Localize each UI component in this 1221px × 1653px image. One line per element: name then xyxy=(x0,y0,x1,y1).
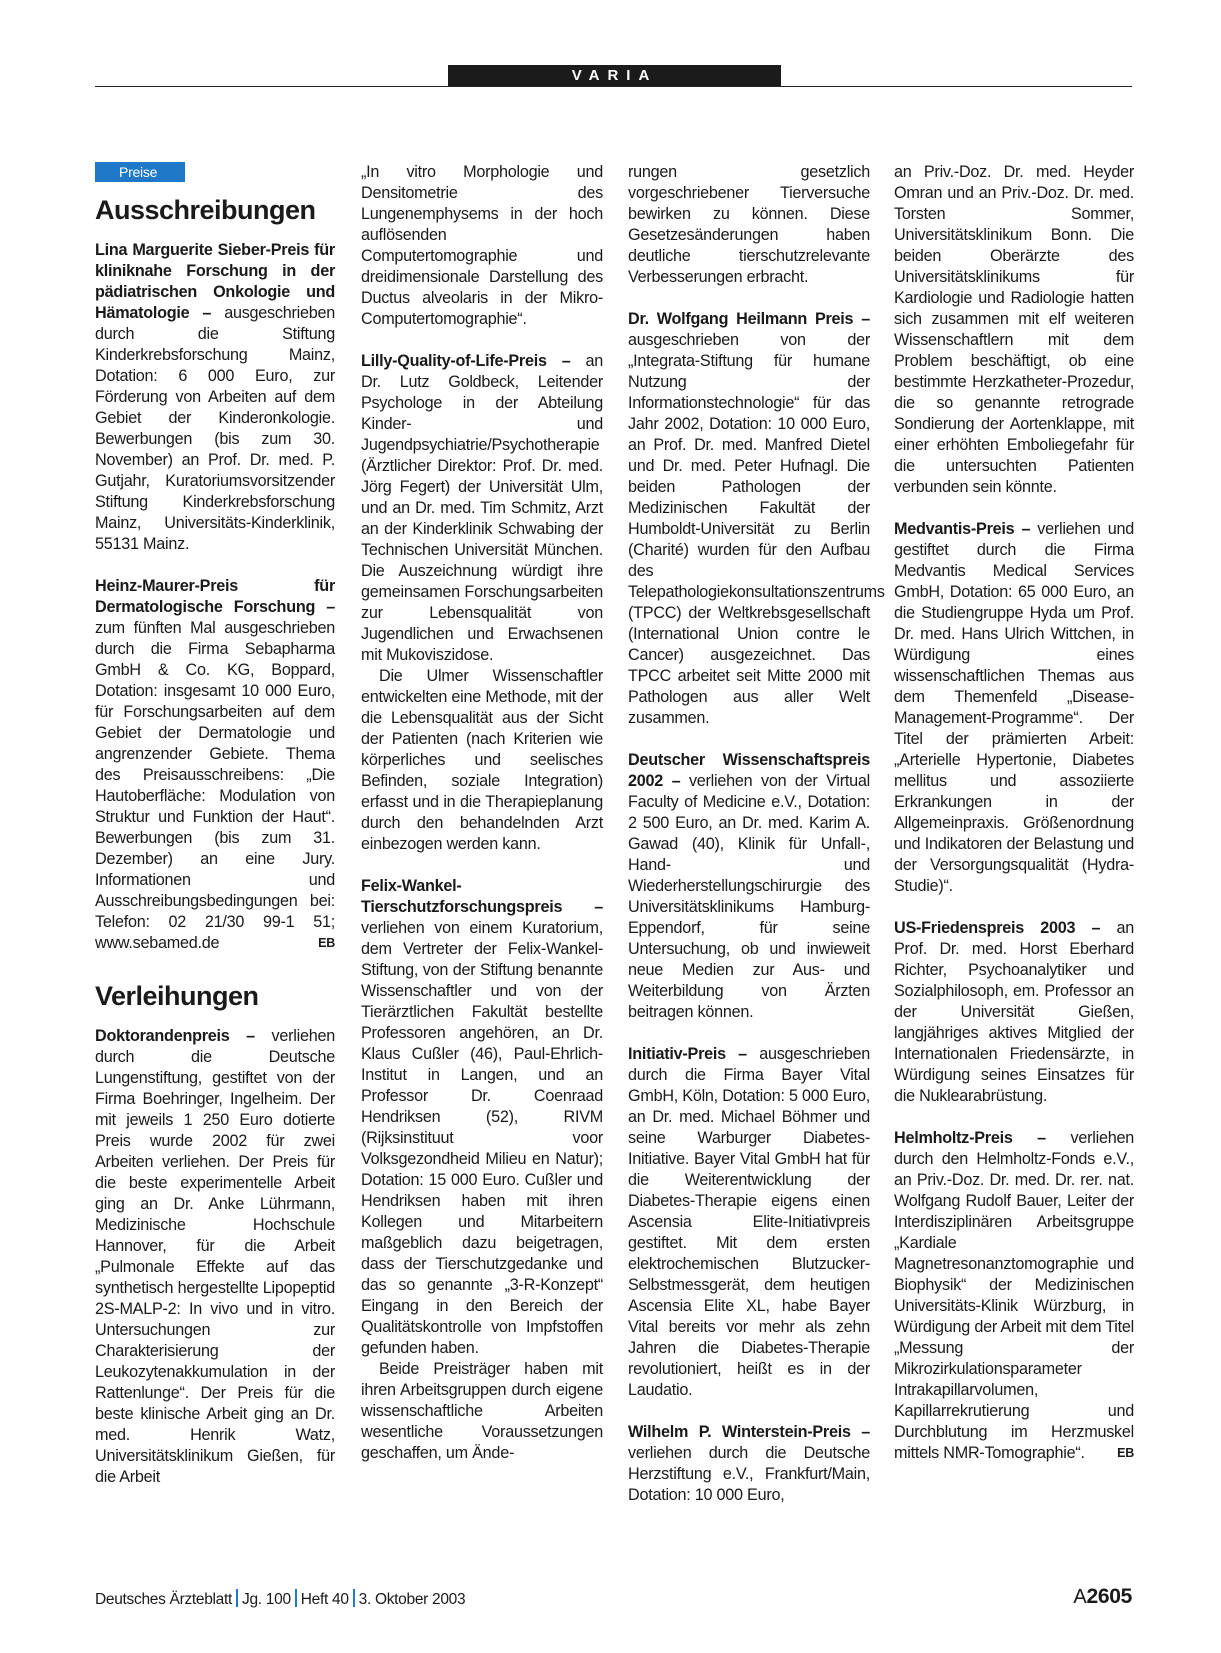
footer-separator xyxy=(295,1589,297,1607)
page-prefix: A xyxy=(1073,1586,1087,1608)
entry-title: Doktorandenpreis – xyxy=(95,1027,255,1045)
entry-sieber-preis xyxy=(95,240,335,555)
footer-separator xyxy=(236,1589,238,1607)
author-signature: EB xyxy=(1117,1446,1134,1460)
column-4 xyxy=(894,162,1134,1464)
entry-title: Lilly-Quality-of-Life-Preis – xyxy=(361,352,571,370)
entry-title: Deutscher Wissenschaftspreis 2002 – xyxy=(628,751,870,790)
entry-wissenschaftspreis xyxy=(628,750,870,1023)
entry-text: ausgeschrieben von der „Integrata-Stiftung für humane Nutzung der Informationstechnologie“ für das Jahr 2002, Dotation: 10 000 Euro, an Prof. Dr. med. Manfred Dietel und Dr. med. Peter Hufnagl. Die beiden Pathologen der Medizinischen Fakultät der Humboldt-Universität zu Berlin (Charité) wurden für den Aufbau des Telepathologiekonsultationszentrums (TPCC) der Weltkrebsgesellschaft (International Union contre le Cancer) ausgezeichnet. Das TPCC arbeitet seit Mitte 2000 mit Pathologen aus aller Welt zusammen. xyxy=(628,331,885,727)
column-3 xyxy=(628,162,885,1506)
entry-lilly-paragraph-2: Die Ulmer Wissenschaftler entwickelten eine Methode, mit der die Lebensqualität aus der Sicht der Patienten (nach Kriterien wie körperliches und seelisches Befinden, soziale Integration) erfasst und in die Therapieplanung durch den behandelnden Arzt einbezogen werden kann. xyxy=(361,667,603,853)
entry-wankel-continued: rungen gesetzlich vorgeschriebener Tierversuche bewirken zu können. Diese Gesetzesänderungen haben deutliche tierschutzrelevante Verbesserungen erbracht. xyxy=(628,163,870,286)
entry-text: verliehen durch die Deutsche Herzstiftung e.V., Frankfurt/Main, Dotation: 10 000 Euro, xyxy=(628,1444,870,1504)
header-rule xyxy=(95,86,1132,87)
footer-separator xyxy=(353,1589,355,1607)
entry-winterstein-continued: an Priv.-Doz. Dr. med. Heyder Omran und an Priv.-Doz. Dr. med. Torsten Sommer, Universitätsklinikum Bonn. Die beiden Oberärzte des Universitätsklinikums für Kardiologie und Radiologie hatten sich zusammen mit elf weiteren Wissenschaftlern mit dem Problem beschäftigt, ob eine bestimmte Herzkatheter-Prozedur, die so genannte retrograde Sondierung der Aortenklappe, mit einer erhöhten Emboliegefahr für die untersuchten Patienten verbunden sein könnte. xyxy=(894,163,1134,496)
entry-lilly-preis xyxy=(361,351,603,666)
entry-title: Lina Marguerite Sieber-Preis für kliniknahe Forschung in der pädiatrischen Onkologie und Hämatologie – xyxy=(95,241,335,322)
entry-helmholtz-preis xyxy=(894,1128,1134,1464)
journal-volume: Jg. 100 xyxy=(242,1591,291,1608)
column-1 xyxy=(95,162,335,1488)
entry-initiativ-preis xyxy=(628,1044,870,1401)
entry-heilmann-preis xyxy=(628,309,885,729)
entry-text: verliehen von einem Kuratorium, dem Vertreter der Felix-Wankel-Stiftung, von der Stiftung benannte Wissenschaftler und von der Tierärztlichen Fakultät bestellte Professoren angehören, an Dr. Klaus Cußler (46), Paul-Ehrlich-Institut in Langen, und an Professor Dr. Coenraad Hendriksen (52), RIVM (Rijksinstituut voor Volksgezondheid Milieu en Natur); Dotation: 15 000 Euro. Cußler und Hendriksen haben mit ihren Kollegen und Mitarbeitern maßgeblich dazu beigetragen, dass der Tierschutzgedanke und das so genannte „3-R-Konzept“ Eingang in den Bereich der Qualitätskontrolle von Impfstoffen gefunden haben. xyxy=(361,919,603,1357)
heading-verleihungen: Verleihungen xyxy=(95,981,259,1011)
entry-text: verliehen und gestiftet durch die Firma Medvantis Medical Services GmbH, Dotation: 65 000 Euro, an die Studiengruppe Hyda um Prof. Dr. med. Hans Ulrich Wittchen, in Würdigung eines wissenschaftlichen Themas aus dem Themenfeld „Disease-Management-Programme“. Der Titel der prämierten Arbeit: „Arterielle Hypertonie, Diabetes mellitus und assoziierte Erkrankungen in der Allgemeinpraxis. Größenordnung und Indikatoren der Belastung und der Versorgungsqualität (Hydra-Studie)“. xyxy=(894,520,1134,895)
entry-title: Heinz-Maurer-Preis für Dermatologische Forschung – xyxy=(95,577,335,616)
issue-date: 3. Oktober 2003 xyxy=(358,1591,466,1608)
column-2 xyxy=(361,162,603,1464)
entry-text: ausgeschrieben durch die Firma Bayer Vital GmbH, Köln, Dotation: 5 000 Euro, an Dr. med. Michael Böhmer und seine Warburger Diabetes-Initiative. Bayer Vital GmbH hat für die Weiterentwicklung der Diabetes-Therapie eigens einen Ascensia Elite-Initiativpreis gestiftet. Mit dem ersten elektrochemischen Blutzucker-Selbstmessgerät, dem heutigen Ascensia Elite XL, habe Bayer Vital bereits vor mehr als zehn Jahren die Diabetes-Therapie revolutioniert, heißt es in der Laudatio. xyxy=(628,1045,871,1399)
entry-title: Felix-Wankel-Tierschutzforschungspreis – xyxy=(361,877,603,916)
entry-text: zum fünften Mal ausgeschrieben durch die Firma Sebapharma GmbH & Co. KG, Boppard, Dotation: insgesamt 10 000 Euro, für Forschungsarbeiten auf dem Gebiet der Dermatologie und angrenzender Gebiete. Thema des Preisausschreibens: „Die Hautoberfläche: Modulation von Struktur und Funktion der Haut“. Bewerbungen (bis zum 31. Dezember) an eine Jury. Informationen und Ausschreibungsbedingungen bei: Telefon: 02 21/30 99-1 51; www.sebamed.de xyxy=(95,619,335,952)
page-number-value: 2605 xyxy=(1086,1585,1132,1608)
journal-name: Deutsches Ärzteblatt xyxy=(95,1591,233,1608)
section-header: VARIA xyxy=(448,65,781,86)
entry-doktorandenpreis-continued: „In vitro Morphologie und Densitometrie des Lungenemphysems in der hoch auflösenden Computertomographie und dreidimensionale Darstellung des Ductus alveolaris in der Mikro-Computertomographie“. xyxy=(361,163,603,328)
entry-winterstein-preis xyxy=(628,1422,870,1506)
entry-text: ausgeschrieben durch die Stiftung Kinderkrebsforschung Mainz, Dotation: 6 000 Euro, zur Förderung von Arbeiten auf dem Gebiet der Kinderonkologie. Bewerbungen (bis zum 30. November) an Prof. Dr. med. P. Gutjahr, Kuratoriumsvorsitzender Stiftung Kinderkrebsforschung Mainz, Universitäts-Kinderklinik, 55131 Mainz. xyxy=(95,304,335,553)
category-tag: Preise xyxy=(95,162,185,182)
page-footer xyxy=(95,1585,1132,1609)
entry-doktorandenpreis xyxy=(95,1026,335,1488)
entry-title: Helmholtz-Preis – xyxy=(894,1129,1046,1147)
entry-title: Dr. Wolfgang Heilmann Preis – xyxy=(628,310,870,328)
author-signature: EB xyxy=(318,936,335,950)
entry-title: US-Friedenspreis 2003 – xyxy=(894,919,1101,937)
entry-title: Initiativ-Preis – xyxy=(628,1045,747,1063)
journal-issue: Heft 40 xyxy=(300,1591,349,1608)
entry-wankel-preis xyxy=(361,876,603,1359)
entry-title: Wilhelm P. Winterstein-Preis – xyxy=(628,1423,870,1441)
heading-ausschreibungen: Ausschreibungen xyxy=(95,195,316,225)
entry-medvantis-preis xyxy=(894,519,1134,897)
entry-wankel-paragraph-2: Beide Preisträger haben mit ihren Arbeitsgruppen durch eigene wissenschaftliche Arbeiten wesentliche Voraussetzungen geschaffen, um Ände- xyxy=(361,1360,603,1462)
entry-text: an Prof. Dr. med. Horst Eberhard Richter, Psychoanalytiker und Sozialphilosoph, em. Professor an der Universität Gießen, langjähriges aktives Mitglied der Internationalen Friedensärzte, in Würdigung seines Einsatzes für die Nuklearabrüstung. xyxy=(894,919,1134,1105)
entry-us-friedenspreis xyxy=(894,918,1134,1107)
entry-text: verliehen durch den Helmholtz-Fonds e.V., an Priv.-Doz. Dr. med. Dr. rer. nat. Wolfgang Rudolf Bauer, Leiter der Interdisziplinären Arbeitsgruppe „Kardiale Magnetresonanztomographie und Biophysik“ der Medizinischen Universitäts-Klinik Würzburg, in Würdigung der Arbeit mit dem Titel „Messung der Mikrozirkulationsparameter Intrakapillarvolumen, Kapillarrekrutierung und Durchblutung im Herzmuskel mittels NMR-Tomographie“. xyxy=(894,1129,1134,1462)
entry-text: verliehen von der Virtual Faculty of Medicine e.V., Dotation: 2 500 Euro, an Dr. med. Karim A. Gawad (40), Klinik für Unfall-, Hand- und Wiederherstellungschirurgie des Universitätsklinikums Hamburg-Eppendorf, für seine Untersuchung, ob und inwieweit neue Medien zur Aus- und Weiterbildung von Ärzten beitragen können. xyxy=(628,772,870,1021)
entry-text: an Dr. Lutz Goldbeck, Leitender Psychologe in der Abteilung Kinder- und Jugendpsychiatrie/Psychotherapie (Ärztlicher Direktor: Prof. Dr. med. Jörg Fegert) der Universität Ulm, und an Dr. med. Tim Schmitz, Arzt an der Kinderklinik Schwabing der Technischen Universität München. Die Auszeichnung würdigt ihre gemeinsamen Forschungsarbeiten zur Lebensqualität von Jugendlichen und Erwachsenen mit Mukoviszidose. xyxy=(361,352,603,664)
page-number xyxy=(1073,1585,1132,1609)
entry-title: Medvantis-Preis – xyxy=(894,520,1031,538)
entry-text: verliehen durch die Deutsche Lungenstiftung, gestiftet von der Firma Boehringer, Ingelheim. Der mit jeweils 1 250 Euro dotierte Preis wurde 2002 für zwei Arbeiten verliehen. Der Preis für die beste experimentelle Arbeit ging an Dr. Anke Lührmann, Medizinische Hochschule Hannover, für die Arbeit „Pulmonale Effekte auf das synthetisch hergestellte Lipopeptid 2S-MALP-2: In vivo und in vitro. Untersuchungen zur Charakterisierung der Leukozytenakkumulation in der Rattenlunge“. Der Preis für die beste klinische Arbeit ging an Dr. med. Henrik Watz, Universitätsklinikum Gießen, für die Arbeit xyxy=(95,1027,335,1486)
entry-maurer-preis xyxy=(95,576,335,954)
